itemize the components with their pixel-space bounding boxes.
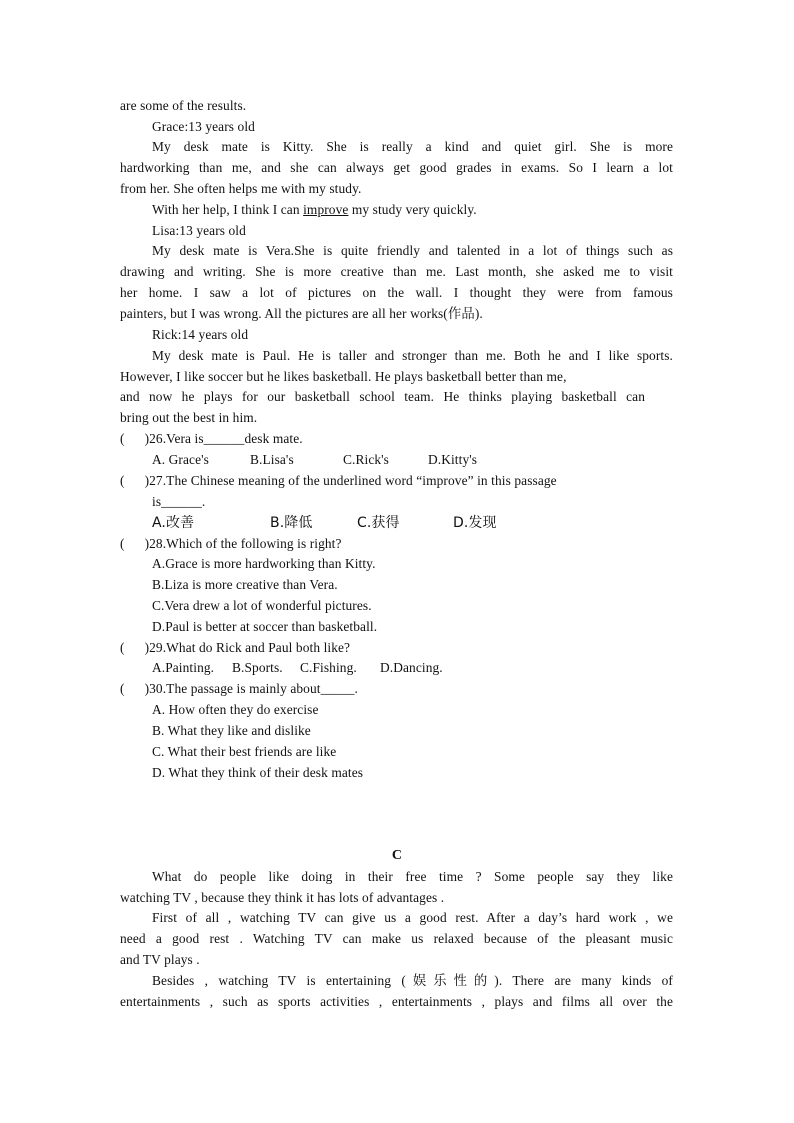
passage-line: My desk mate is Kitty. She is really a kind and quiet girl. She is more xyxy=(152,139,673,154)
question-stem: )28.Which of the following is right? xyxy=(144,536,342,551)
passage-line: What do people like doing in their free time ? Some people say they like xyxy=(152,869,673,884)
option-a[interactable]: A.Painting. xyxy=(152,660,215,675)
passage-line: and now he plays for our basketball school team. He thinks playing basketball can xyxy=(120,389,645,404)
option-b[interactable]: B.降低 xyxy=(270,515,313,531)
option-d[interactable]: D. What they think of their desk mates xyxy=(152,765,364,780)
question-stem: )26.Vera is______desk mate. xyxy=(144,431,303,446)
passage-line xyxy=(152,200,477,220)
question-27 xyxy=(120,471,557,491)
question-30 xyxy=(120,679,358,699)
option-a[interactable]: A. How often they do exercise xyxy=(152,702,319,717)
question-26-options xyxy=(152,450,477,470)
option-b[interactable]: B.Lisa's xyxy=(250,452,294,467)
passage-line: bring out the best in him. xyxy=(120,410,258,425)
passage-text: With her help, I think I can xyxy=(152,202,300,217)
passage-line: and TV plays . xyxy=(120,952,200,967)
option-a[interactable]: A.改善 xyxy=(152,515,195,531)
speaker-heading-lisa: Lisa:13 years old xyxy=(152,223,246,238)
passage-line: My desk mate is Paul. He is taller and stronger than me. Both he and I like sports. xyxy=(152,348,673,363)
passage-text: my study very quickly. xyxy=(348,202,477,217)
option-b[interactable]: B.Liza is more creative than Vera. xyxy=(152,577,338,592)
option-c[interactable]: C.Rick's xyxy=(343,452,389,467)
option-d[interactable]: D.Paul is better at soccer than basketball. xyxy=(152,619,378,634)
passage-line: painters, but I was wrong. All the pictures are all her works(作品). xyxy=(120,306,483,321)
passage-line: are some of the results. xyxy=(120,98,247,113)
question-26 xyxy=(120,429,303,449)
passage-line: My desk mate is Vera.She is quite friendly and talented in a lot of things such as xyxy=(152,243,673,258)
passage-line: watching TV , because they think it has lots of advantages . xyxy=(120,890,445,905)
question-29-options xyxy=(152,658,443,678)
question-stem-continued: is______. xyxy=(152,494,206,509)
passage-line: First of all , watching TV can give us a good rest. After a day’s hard work , we xyxy=(152,910,673,925)
question-28 xyxy=(120,534,342,554)
passage-line: her home. I saw a lot of pictures on the wall. I thought they were from famous xyxy=(120,285,673,300)
passage-line: Besides , watching TV is entertaining (娱乐性的). There are many kinds of xyxy=(152,973,673,988)
question-stem: )29.What do Rick and Paul both like? xyxy=(144,640,351,655)
passage-line: from her. She often helps me with my study. xyxy=(120,181,362,196)
speaker-heading-rick: Rick:14 years old xyxy=(152,327,249,342)
option-b[interactable]: B. What they like and dislike xyxy=(152,723,311,738)
answer-bracket[interactable]: ( xyxy=(120,681,125,696)
question-stem: )27.The Chinese meaning of the underlined word “improve” in this passage xyxy=(144,473,557,488)
question-29 xyxy=(120,638,350,658)
option-c[interactable]: C.获得 xyxy=(357,515,400,531)
option-c[interactable]: C.Fishing. xyxy=(300,660,357,675)
answer-bracket[interactable]: ( xyxy=(120,640,125,655)
option-c[interactable]: C. What their best friends are like xyxy=(152,744,337,759)
underlined-word-improve: improve xyxy=(303,202,349,217)
passage-line: drawing and writing. She is more creative than me. Last month, she asked me to visit xyxy=(120,264,673,279)
answer-bracket[interactable]: ( xyxy=(120,473,125,488)
passage-line: However, I like soccer but he likes basketball. He plays basketball better than me, xyxy=(120,369,567,384)
option-b[interactable]: B.Sports. xyxy=(232,660,283,675)
passage-line: hardworking than me, and she can always get good grades in exams. So I learn a lot xyxy=(120,160,673,175)
option-a[interactable]: A.Grace is more hardworking than Kitty. xyxy=(152,556,376,571)
passage-line: need a good rest . Watching TV can make us relaxed because of the pleasant music xyxy=(120,931,673,946)
question-stem: )30.The passage is mainly about_____. xyxy=(144,681,359,696)
option-d[interactable]: D.Dancing. xyxy=(380,660,443,675)
answer-bracket[interactable]: ( xyxy=(120,536,125,551)
option-d[interactable]: D.Kitty's xyxy=(428,452,478,467)
question-27-options xyxy=(152,512,497,534)
option-d[interactable]: D.发现 xyxy=(453,515,497,531)
option-a[interactable]: A. Grace's xyxy=(152,452,209,467)
option-c[interactable]: C.Vera drew a lot of wonderful pictures. xyxy=(152,598,372,613)
speaker-heading-grace: Grace:13 years old xyxy=(152,119,255,134)
passage-line: entertainments , such as sports activities , entertainments , plays and films all over the xyxy=(120,994,673,1009)
answer-bracket[interactable]: ( xyxy=(120,431,125,446)
section-heading-c: C xyxy=(391,848,403,863)
